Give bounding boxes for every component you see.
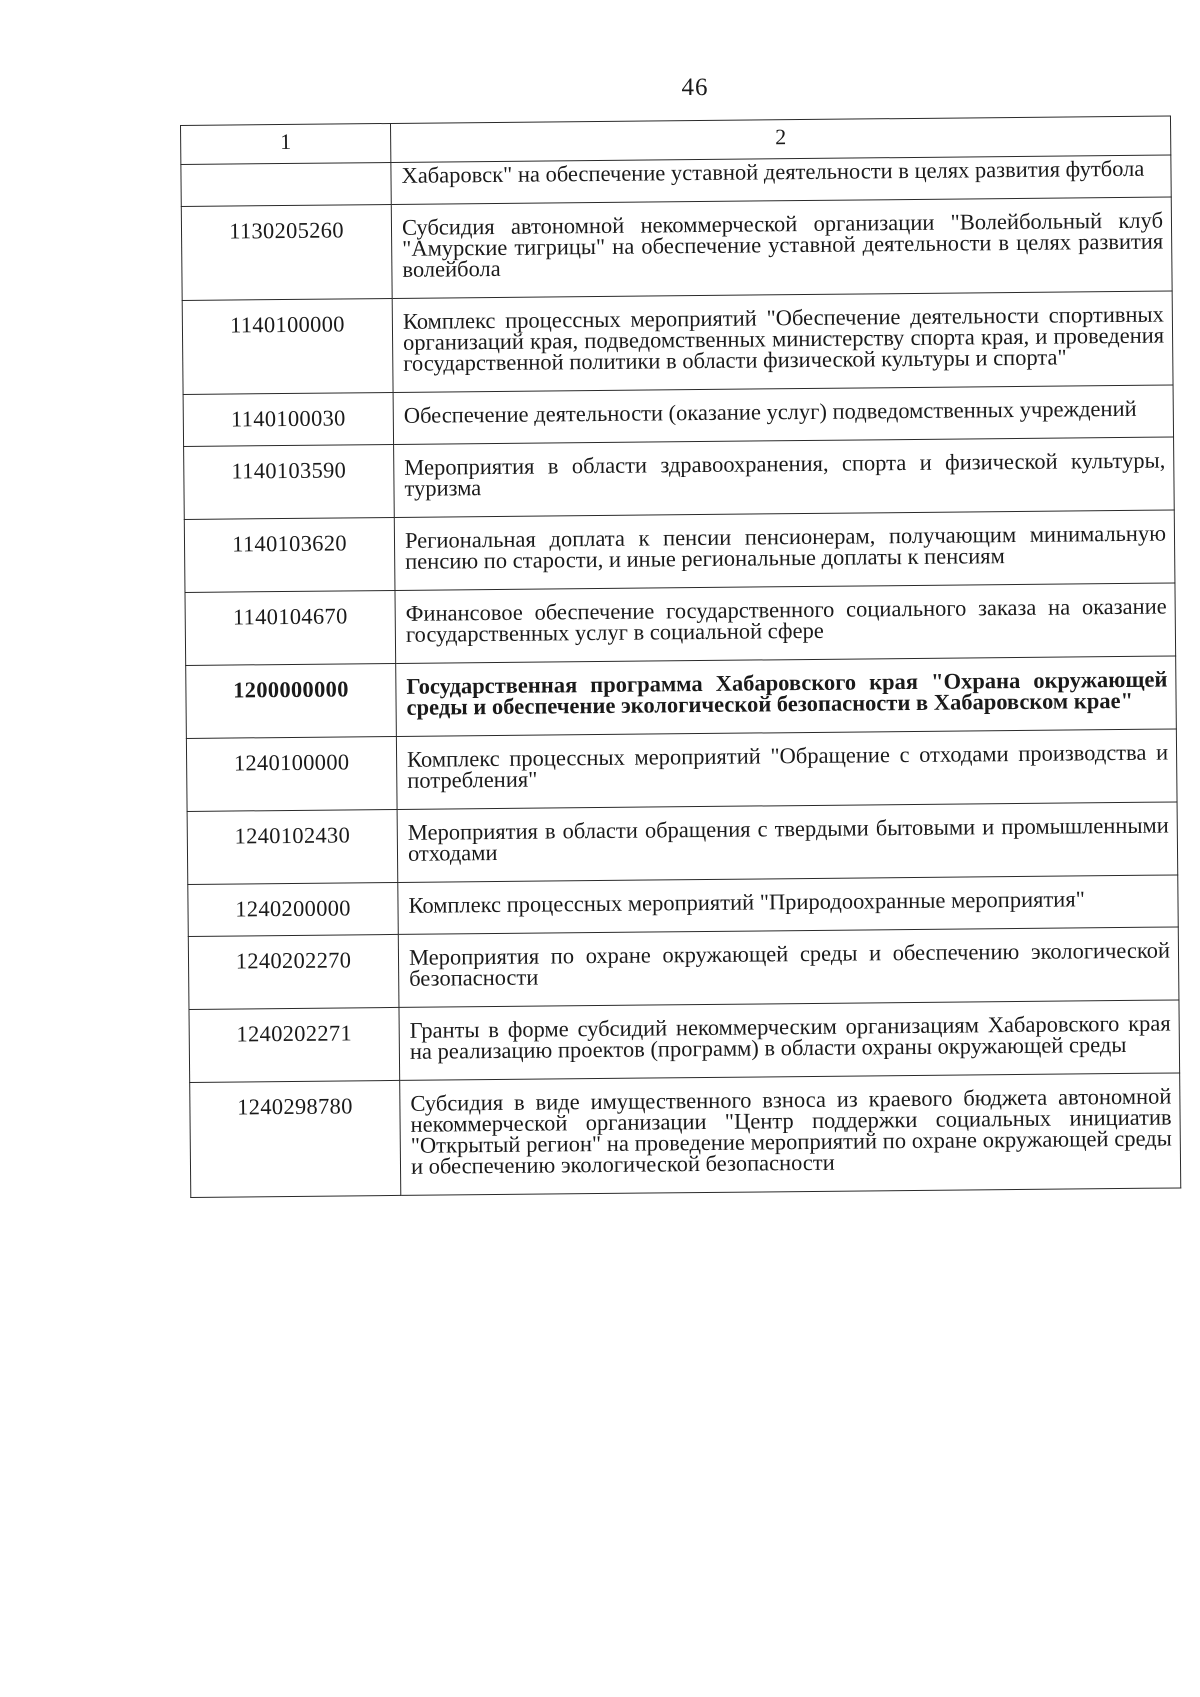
description-cell: Комплекс процессных мероприятий "Обращение с отходами производства и потребления" bbox=[396, 729, 1177, 809]
budget-code-cell: 1240200000 bbox=[188, 882, 398, 936]
column-header-2: 2 bbox=[390, 116, 1170, 162]
budget-code-cell: 1240202271 bbox=[189, 1007, 400, 1082]
description-cell: Комплекс процессных мероприятий "Обеспечение деятельности спортивных организаций края, подведомственных министерству спорта края, и проведения государственной политики в области физической культуры и спорта" bbox=[392, 291, 1173, 392]
budget-code-cell: 1130205260 bbox=[181, 204, 392, 300]
budget-code-cell: 1240298780 bbox=[190, 1080, 401, 1197]
table-row bbox=[190, 1073, 1181, 1197]
table-row bbox=[181, 197, 1172, 300]
description-cell: Субсидия в виде имущественного взноса из краевого бюджета автономной некоммерческой организации "Центр поддержки социальных инициатив "Открытый регион" на проведение мероприятий по охране окружающей среды и обеспечению экологической безопасности bbox=[400, 1073, 1181, 1195]
table-row bbox=[184, 437, 1175, 519]
description-cell: Комплекс процессных мероприятий "Природоохранные мероприятия" bbox=[398, 875, 1178, 934]
budget-code-cell: 1140103620 bbox=[184, 517, 395, 592]
budget-code-cell: 1140104670 bbox=[185, 590, 396, 665]
budget-code-cell: 1140103590 bbox=[184, 444, 395, 519]
table-row bbox=[188, 927, 1179, 1009]
budget-code-cell: 1240100000 bbox=[186, 736, 397, 811]
description-cell: Обеспечение деятельности (оказание услуг) подведомственных учреждений bbox=[393, 385, 1173, 444]
description-cell: Государственная программа Хабаровского края "Охрана окружающей среды и обеспечение экологической безопасности в Хабаровском крае" bbox=[396, 656, 1177, 736]
budget-code-cell: 1240202270 bbox=[188, 934, 399, 1009]
table-row bbox=[182, 291, 1173, 394]
table-row bbox=[186, 656, 1177, 738]
budget-code-cell: 1140100000 bbox=[182, 298, 393, 394]
table-row bbox=[189, 1000, 1180, 1082]
description-cell: Субсидия автономной некоммерческой организации "Волейбольный клуб "Амурские тигрицы" на обеспечение уставной деятельности в целях развития волейбола bbox=[391, 197, 1172, 298]
table-row bbox=[188, 875, 1178, 937]
description-cell: Мероприятия в области обращения с твердыми бытовыми и промышленными отходами bbox=[397, 802, 1178, 882]
page-number: 46 bbox=[681, 74, 709, 101]
table-row bbox=[184, 510, 1175, 592]
column-header-1: 1 bbox=[181, 123, 391, 164]
budget-code-cell bbox=[181, 162, 391, 206]
budget-code-cell: 1140100030 bbox=[183, 392, 393, 446]
budget-code-cell: 1240102430 bbox=[187, 809, 398, 884]
budget-codes-table bbox=[180, 115, 1181, 1197]
table-row bbox=[186, 729, 1177, 811]
description-cell: Финансовое обеспечение государственного социального заказа на оказание государственных услуг в социальной сфере bbox=[395, 583, 1176, 663]
table-row bbox=[183, 385, 1173, 447]
budget-code-cell: 1200000000 bbox=[186, 663, 397, 738]
description-cell: Хабаровск" на обеспечение уставной деятельности в целях развития футбола bbox=[391, 155, 1171, 204]
description-cell: Мероприятия в области здравоохранения, спорта и физической культуры, туризма bbox=[394, 437, 1175, 517]
table-row bbox=[185, 583, 1176, 665]
table-row bbox=[187, 802, 1178, 884]
description-cell: Мероприятия по охране окружающей среды и обеспечению экологической безопасности bbox=[398, 927, 1179, 1007]
description-cell: Региональная доплата к пенсии пенсионерам, получающим минимальную пенсию по старости, и иные региональные доплаты к пенсиям bbox=[394, 510, 1175, 590]
description-cell: Гранты в форме субсидий некоммерческим организациям Хабаровского края на реализацию проектов (программ) в области охраны окружающей среды bbox=[399, 1000, 1180, 1080]
